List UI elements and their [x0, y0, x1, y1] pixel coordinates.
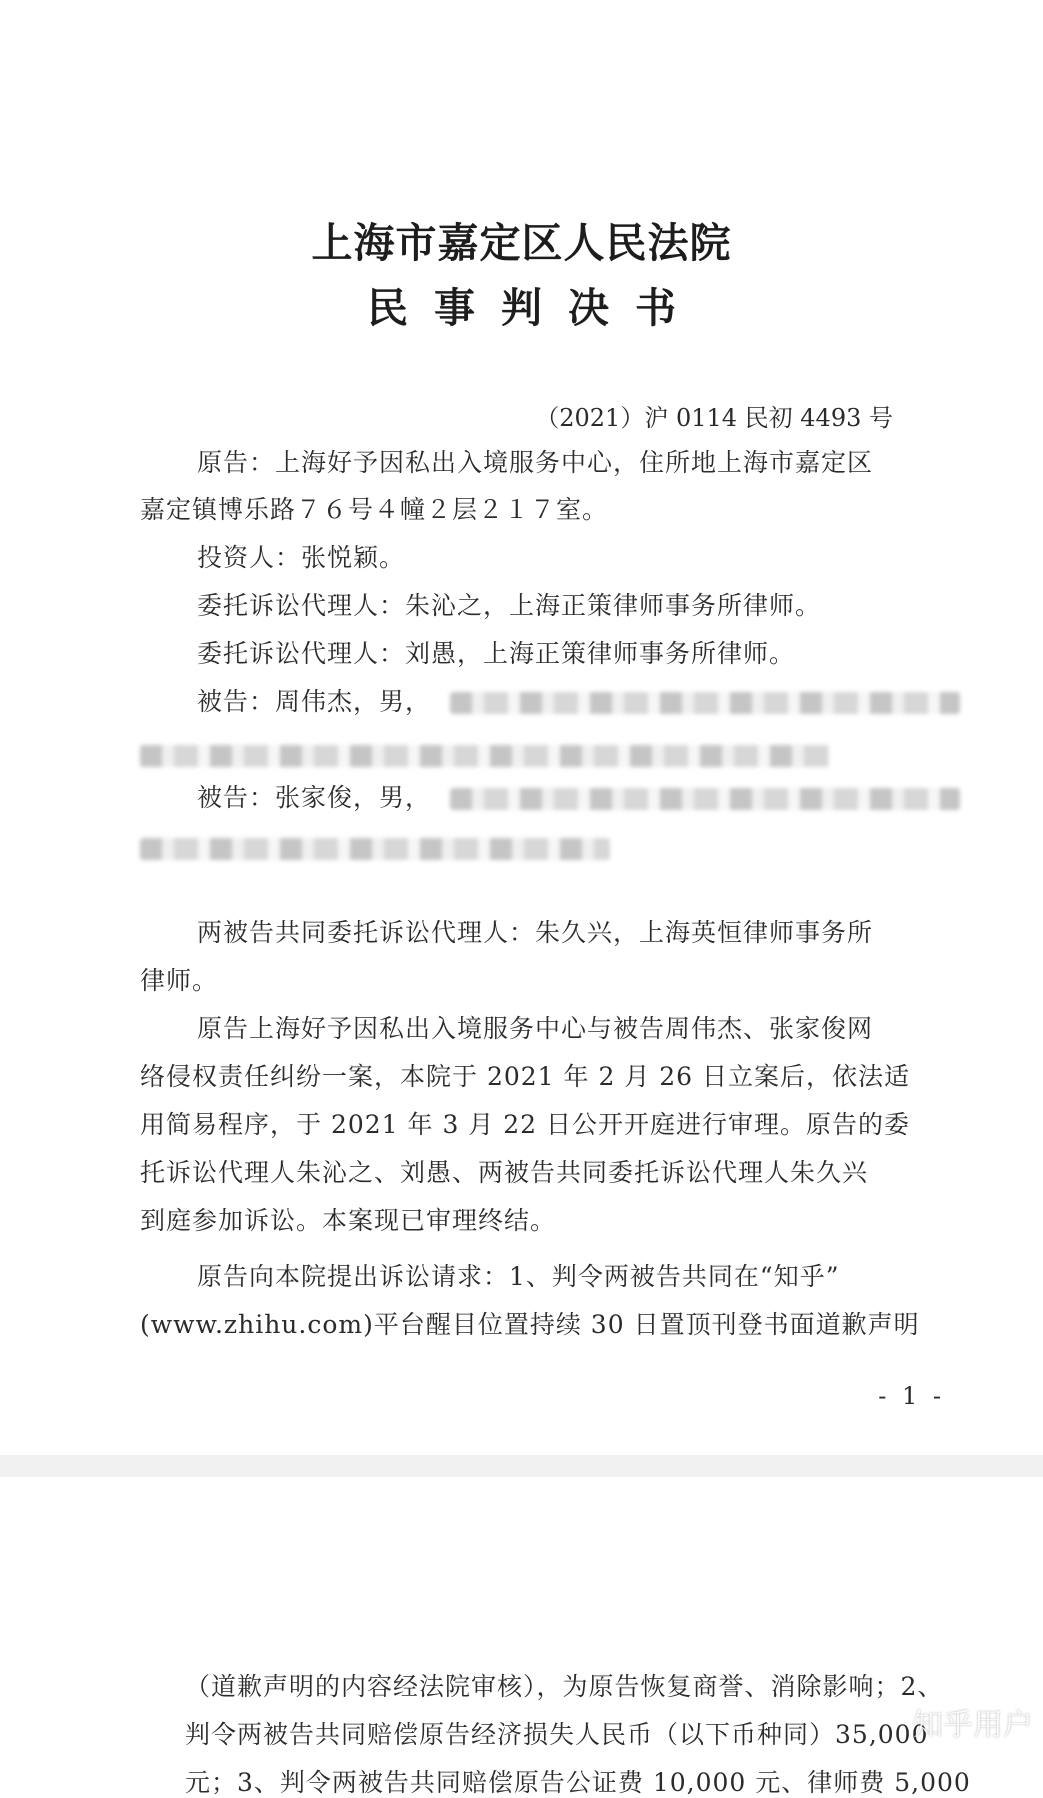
text-line-body: 元；3、判令两被告共同赔偿原告公证费 10,000 元、律师费 5,000: [185, 1768, 971, 1797]
text-line-agent-1: 委托诉讼代理人：朱沁之，上海正策律师事务所律师。: [197, 591, 822, 620]
text-line-body: 原告上海好予因私出入境服务中心与被告周伟杰、张家俊网: [197, 1014, 874, 1043]
text-line-body: 到庭参加诉讼。本案现已审理终结。: [140, 1206, 557, 1235]
redacted-block: [450, 788, 960, 810]
court-title: 上海市嘉定区人民法院: [311, 219, 732, 267]
page-number: - 1 -: [878, 1382, 945, 1410]
document-page-2: [0, 1477, 1043, 1798]
text-line-plaintiff-address: 嘉定镇博乐路７６号４幢２层２１７室。: [140, 495, 609, 524]
text-line-defendant-1: 被告：周伟杰，男，: [197, 687, 432, 716]
redacted-block: [450, 692, 960, 714]
text-line-body: 判令两被告共同赔偿原告经济损失人民币（以下币种同）35,000: [185, 1720, 929, 1749]
redacted-block: [140, 745, 830, 767]
document-title: 民事判决书: [367, 284, 702, 332]
zhihu-watermark: 知乎用户: [913, 1708, 1033, 1743]
text-line-joint-agent: 两被告共同委托诉讼代理人：朱久兴，上海英恒律师事务所: [197, 918, 874, 947]
text-line-plaintiff: 原告：上海好予因私出入境服务中心，住所地上海市嘉定区: [197, 448, 874, 477]
text-line-body: 络侵权责任纠纷一案，本院于 2021 年 2 月 26 日立案后，依法适: [140, 1062, 911, 1091]
text-line-investor: 投资人：张悦颖。: [197, 543, 406, 572]
text-line-body: （道歉声明的内容经法院审核），为原告恢复商誉、消除影响；2、: [185, 1672, 944, 1701]
text-line-defendant-2: 被告：张家俊，男，: [197, 783, 432, 812]
text-line-claims: (www.zhihu.com)平台醒目位置持续 30 日置顶刊登书面道歉声明: [140, 1310, 920, 1339]
redacted-block: [140, 838, 610, 860]
text-line-agent-2: 委托诉讼代理人：刘愚，上海正策律师事务所律师。: [197, 639, 796, 668]
text-line-body: 用简易程序，于 2021 年 3 月 22 日公开开庭进行审理。原告的委: [140, 1110, 911, 1139]
case-number: （2021）沪 0114 民初 4493 号: [535, 404, 893, 432]
text-line-claims: 原告向本院提出诉讼请求：1、判令两被告共同在“知乎”: [197, 1262, 840, 1291]
text-line-body: 托诉讼代理人朱沁之、刘愚、两被告共同委托诉讼代理人朱久兴: [140, 1158, 869, 1187]
text-line-joint-agent-cont: 律师。: [140, 966, 219, 995]
